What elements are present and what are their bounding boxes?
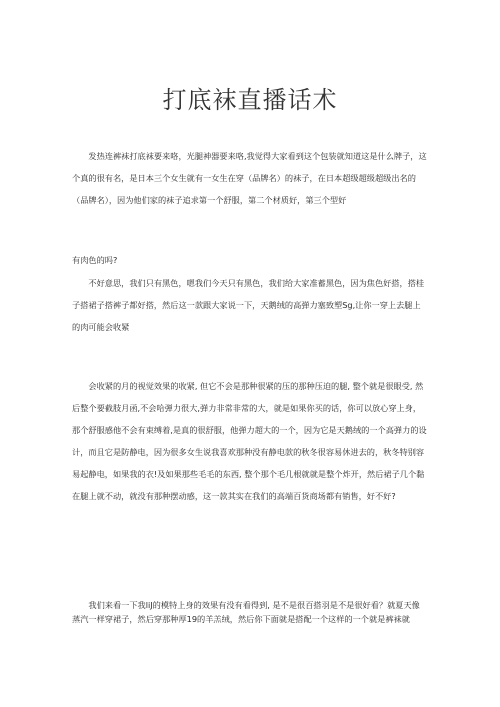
paragraph-color-answer: 不好意思，我们只有黑色，嗯我们今天只有黑色，我们给大家准蓄黑色，因为焦色好搭，搭桂子搭裙子搭裤子都好搭，然后这一款跟大家说一下，天鹅绒的高弹力塞致塑Sg,让你一穿上去腿上的肉可能会收紧 [72, 278, 425, 332]
paragraph-model: 我们来看一下我liJ的模特上身的效果有没有看得到, 是不是很百搭羽是不是很好看？就夏天像蒸汽一样穿裙子，然后穿那种厚19的羊羔绒，然后你下面就是搭配一个这样的一个就是裤袜就 [72, 600, 420, 624]
paragraph-question: 有肉色的吗? [72, 255, 118, 265]
paragraph-intro: 发热连裤袜打底袜要来咯，光腿神器要来咯,我觉得大家看到这个包装就知道这是什么牌子，这个真的很有名，是日本三个女生就有一女生在穿（品牌名）的袜子，在日本超级超级超级出名的（品牌名），因为他们家的袜子追求第一个舒服，第二个材质好，第三个型好 [72, 151, 427, 205]
paragraph-elasticity: 会收紧的月的视觉效果的收紧, 但它不会是那种很紧的压的那种压迫的腿, 整个就是很眼受, 然后整个要截肢月函,不会哈弹力很大,弹力非常非常的大，就是如果你买的话，你可以放心穿上身，那个舒服感他不会有束缚着,是真的很舒服，他弹力超大的一个，因为它是天鹅绒的一个高弹力的设计，而且它是防静电，因为很多女生说我喜欢那种没有静电款的秋冬很容易休进去的，秋冬特别容易起静电，如果我的衣!及如果那些毛毛的东西, 整个那个毛几根就就是整个炸开，然后裙子几个黏在腿上就不动，就没有那种摆动感，这一款其实在我们的高端百货商场都有销售，好不好? [72, 381, 427, 501]
page-title: 打底袜直播话术 [162, 86, 338, 114]
